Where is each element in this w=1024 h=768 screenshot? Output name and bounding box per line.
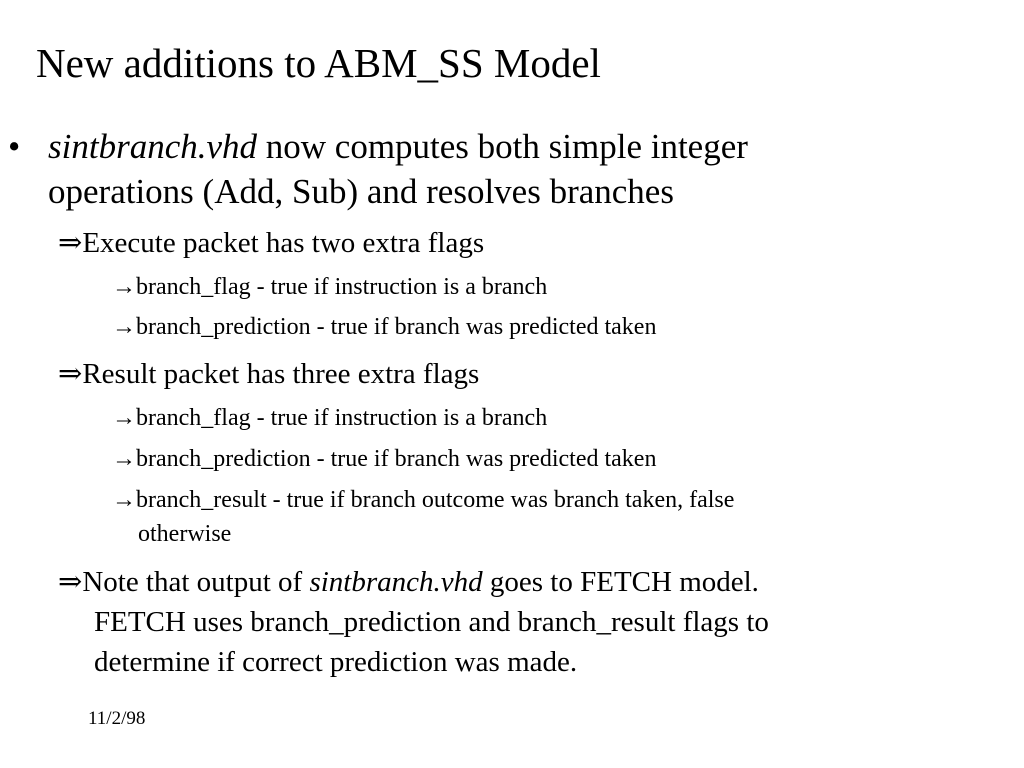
- implies-arrow-icon: ⇒: [58, 227, 83, 259]
- note-suffix: goes to FETCH model.: [482, 566, 759, 598]
- execute-item: [112, 270, 547, 304]
- note-line-1: [58, 562, 958, 602]
- implies-arrow-icon: ⇒: [58, 566, 83, 598]
- result-item-text: branch_flag - true if instruction is a branch: [136, 405, 548, 431]
- right-arrow-icon: →: [112, 405, 136, 431]
- right-arrow-icon: →: [112, 314, 136, 340]
- main-bullet: [8, 124, 988, 214]
- note-block: [58, 562, 958, 682]
- main-bullet-line-1-rest: now computes both simple integer: [257, 127, 748, 166]
- result-item: [112, 483, 734, 551]
- note-line-3: determine if correct prediction was made.: [94, 646, 578, 678]
- main-bullet-line-1: [48, 124, 988, 169]
- result-item: [112, 401, 547, 435]
- main-bullet-text: [48, 124, 988, 214]
- execute-item: [112, 310, 656, 344]
- right-arrow-icon: →: [112, 274, 136, 300]
- main-bullet-line-2: operations (Add, Sub) and resolves branches: [48, 172, 674, 211]
- note-prefix: Note that output of: [82, 566, 310, 598]
- result-heading: Result packet has three extra flags: [82, 358, 480, 390]
- result-item-continuation: otherwise: [138, 521, 232, 547]
- result-heading-row: [58, 354, 479, 394]
- slide-title: New additions to ABM_SS Model: [36, 40, 601, 86]
- right-arrow-icon: →: [112, 446, 136, 472]
- execute-heading-row: [58, 223, 484, 263]
- result-item: [112, 442, 656, 476]
- result-item-text: branch_prediction - true if branch was predicted taken: [136, 446, 657, 472]
- note-file-name: sintbranch.vhd: [309, 566, 483, 598]
- result-item-text: branch_result - true if branch outcome was branch taken, false: [136, 487, 735, 513]
- note-line-2: FETCH uses branch_prediction and branch_result flags to: [94, 606, 769, 638]
- execute-item-text: branch_flag - true if instruction is a branch: [136, 274, 548, 300]
- right-arrow-icon: →: [112, 487, 136, 513]
- execute-heading: Execute packet has two extra flags: [82, 227, 485, 259]
- footer-date: 11/2/98: [88, 708, 146, 729]
- bullet-icon: •: [8, 127, 21, 166]
- execute-item-text: branch_prediction - true if branch was predicted taken: [136, 314, 657, 340]
- implies-arrow-icon: ⇒: [58, 358, 83, 390]
- file-name: sintbranch.vhd: [48, 127, 258, 166]
